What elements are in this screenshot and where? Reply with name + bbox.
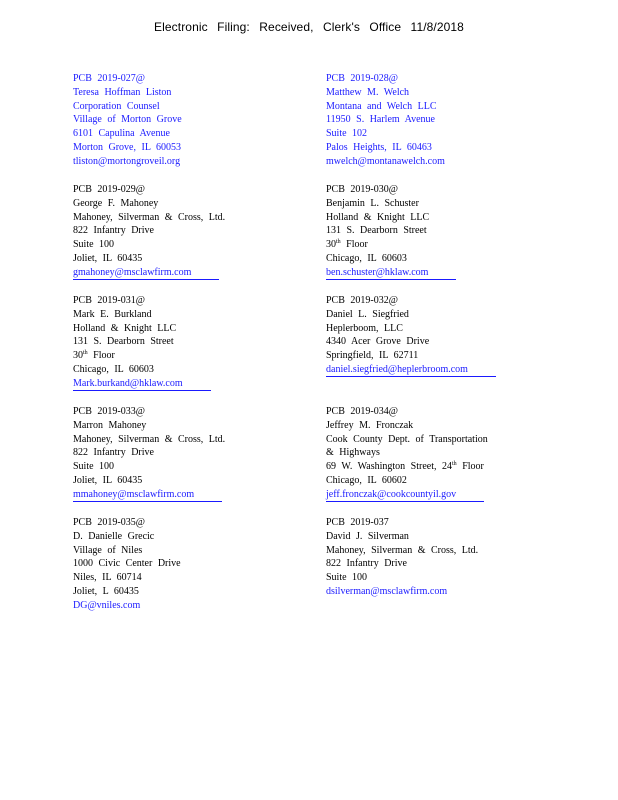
address-line: Palos Heights, IL 60463 [326, 141, 432, 153]
address-line: 30th Floor [326, 239, 368, 251]
address-line: Jeffrey M. Fronczak [326, 419, 414, 431]
case-number: PCB 2019-033@ [73, 406, 145, 417]
address-line: 131 S. Dearborn Street [73, 336, 174, 348]
case-number: PCB 2019-037 [326, 517, 389, 528]
address-line: Joliet, L 60435 [73, 585, 139, 597]
address-line: 11950 S. Harlem Avenue [326, 114, 435, 126]
service-list-entry [326, 72, 576, 169]
address-line: Marron Mahoney [73, 419, 147, 431]
service-list-entry [326, 294, 576, 377]
address-line: 822 Infantry Drive [73, 447, 154, 459]
address-line: Heplerboom, LLC [326, 322, 403, 334]
case-number: PCB 2019-027@ [73, 73, 145, 84]
case-number: PCB 2019-029@ [73, 184, 145, 195]
email-link[interactable]: jeff.fronczak@cookcountyil.gov [326, 489, 484, 502]
address-line: Morton Grove, IL 60053 [73, 141, 182, 153]
address-line: Suite 100 [326, 572, 368, 584]
address-line: 4340 Acer Grove Drive [326, 336, 430, 348]
case-number: PCB 2019-030@ [326, 184, 398, 195]
address-line: Mahoney, Silverman & Cross, Ltd. [73, 211, 226, 223]
case-number: PCB 2019-035@ [73, 517, 145, 528]
service-list-entry [73, 516, 323, 613]
address-line: Chicago, IL 60602 [326, 474, 407, 486]
email-link[interactable]: mmahoney@msclawfirm.com [73, 489, 222, 502]
address-line: Suite 102 [326, 128, 368, 140]
address-line: Holland & Knight LLC [326, 211, 430, 223]
service-list-entry [73, 72, 323, 169]
address-line: Mahoney, Silverman & Cross, Ltd. [73, 433, 226, 445]
address-line: Suite 100 [73, 461, 115, 473]
service-list-entry [326, 183, 576, 280]
address-line: Matthew M. Welch [326, 86, 410, 98]
case-number: PCB 2019-034@ [326, 406, 398, 417]
address-line: Niles, IL 60714 [73, 572, 142, 584]
address-line: Village of Morton Grove [73, 114, 182, 126]
address-line: Daniel L. Siegfried [326, 308, 409, 320]
address-line: Springfield, IL 62711 [326, 350, 419, 362]
email-link[interactable]: mwelch@montanawelch.com [326, 155, 445, 167]
address-line: Joliet, IL 60435 [73, 252, 143, 264]
address-line: 131 S. Dearborn Street [326, 225, 427, 237]
address-line: David J. Silverman [326, 530, 409, 542]
address-line: Mahoney, Silverman & Cross, Ltd. [326, 544, 479, 556]
address-line: 1000 Civic Center Drive [73, 558, 181, 570]
address-line: George F. Mahoney [73, 197, 159, 209]
address-line: D. Danielle Grecic [73, 530, 155, 542]
address-line: Suite 100 [73, 239, 115, 251]
email-link[interactable]: tliston@mortongroveil.org [73, 155, 181, 167]
address-line: 6101 Capulina Avenue [73, 128, 170, 140]
email-link[interactable]: Mark.burkand@hklaw.com [73, 378, 211, 391]
address-line: 69 W. Washington Street, 24th Floor [326, 461, 484, 473]
address-line: Teresa Hoffman Liston [73, 86, 172, 98]
address-line: Village of Niles [73, 544, 143, 556]
address-line: Benjamin L. Schuster [326, 197, 419, 209]
address-line: & Highways [326, 447, 380, 459]
address-line: Joliet, IL 60435 [73, 474, 143, 486]
address-line: Cook County Dept. of Transportation [326, 433, 488, 445]
filing-header: Electronic Filing: Received, Clerk's Office 11/8/2018 [154, 20, 464, 34]
email-link[interactable]: daniel.siegfried@heplerbroom.com [326, 364, 496, 377]
case-number: PCB 2019-032@ [326, 295, 398, 306]
address-line: Mark E. Burkland [73, 308, 152, 320]
email-link[interactable]: dsilverman@msclawfirm.com [326, 585, 448, 597]
address-line: Montana and Welch LLC [326, 100, 437, 112]
address-line: 30th Floor [73, 350, 115, 362]
service-list-entry [326, 516, 576, 599]
address-line: 822 Infantry Drive [326, 558, 407, 570]
service-list-entry [73, 294, 323, 391]
email-link[interactable]: ben.schuster@hklaw.com [326, 267, 456, 280]
email-link[interactable]: DG@vniles.com [73, 599, 141, 611]
case-number: PCB 2019-028@ [326, 73, 398, 84]
service-list-entry [73, 405, 323, 502]
address-line: Chicago, IL 60603 [326, 252, 407, 264]
address-line: Chicago, IL 60603 [73, 363, 154, 375]
address-line: Holland & Knight LLC [73, 322, 177, 334]
case-number: PCB 2019-031@ [73, 295, 145, 306]
email-link[interactable]: gmahoney@msclawfirm.com [73, 267, 219, 280]
service-list-entry [73, 183, 323, 280]
address-line: Corporation Counsel [73, 100, 160, 112]
service-list-entry [326, 405, 576, 502]
address-line: 822 Infantry Drive [73, 225, 154, 237]
